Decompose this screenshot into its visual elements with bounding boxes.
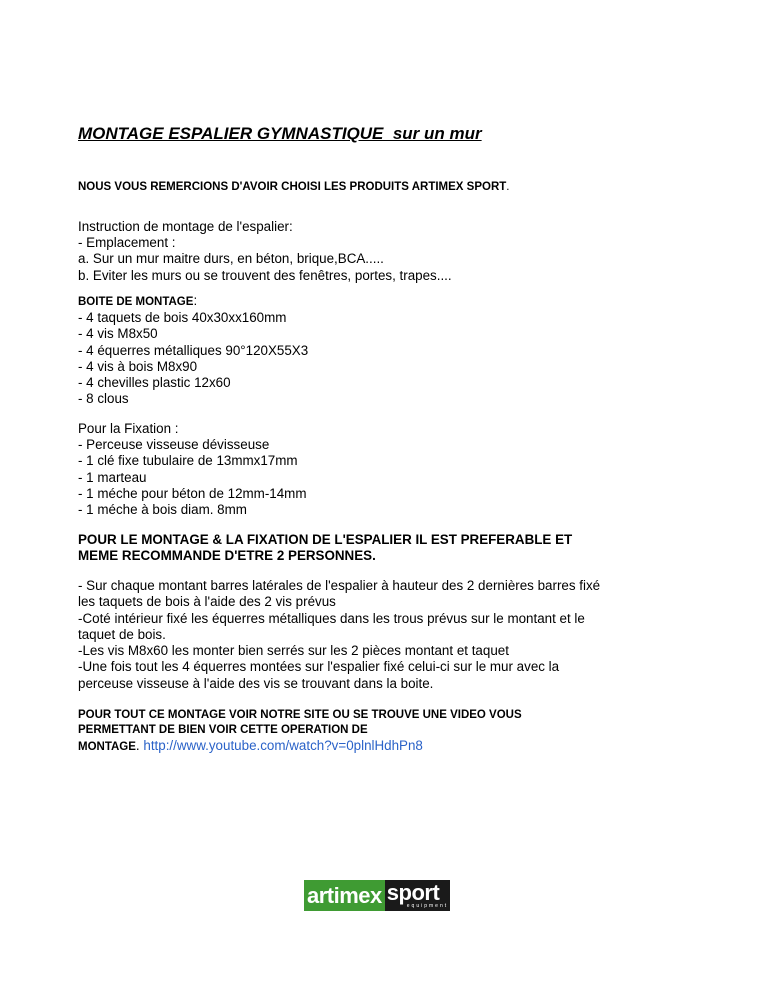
thanks-dot: . — [506, 181, 510, 193]
fixation-heading: Pour la Fixation : — [78, 421, 179, 436]
step-line: perceuse visseuse à l'aide des vis se trouvant dans la boite. — [78, 675, 434, 691]
video-notice-line: POUR TOUT CE MONTAGE VOIR NOTRE SITE OU SE TROUVE UNE VIDEO VOUS — [78, 709, 522, 721]
recommendation-line: MEME RECOMMANDE D'ETRE 2 PERSONNES. — [78, 548, 376, 564]
step-line: taquet de bois. — [78, 626, 166, 642]
intro-line: b. Eviter les murs ou se trouvent des fenêtres, portes, trapes.... — [78, 267, 452, 283]
montage-dot: . — [135, 738, 144, 753]
video-notice-last-line — [78, 738, 522, 755]
mounting-box-heading: BOITE DE MONTAGE — [78, 296, 194, 308]
mounting-box-item: - 4 vis à bois M8x90 — [78, 358, 198, 374]
mounting-box-item: - 4 équerres métalliques 90°120X55X3 — [78, 342, 309, 358]
fixation-item: - 1 méche à bois diam. 8mm — [78, 502, 247, 518]
recommendation-line: POUR LE MONTAGE & LA FIXATION DE L'ESPALIER IL EST PREFERABLE ET — [78, 532, 573, 547]
intro-block — [78, 219, 452, 284]
mounting-box-heading-line — [78, 293, 308, 310]
step-line: les taquets de bois à l'aide des 2 vis prévus — [78, 594, 336, 610]
youtube-video-link[interactable]: http://www.youtube.com/watch?v=0plnlHdhPn8 — [143, 738, 423, 753]
intro-line: Instruction de montage de l'espalier: — [78, 219, 293, 234]
mounting-box-item: - 4 taquets de bois 40x30xx160mm — [78, 310, 287, 326]
fixation-item: - 1 marteau — [78, 469, 147, 485]
fixation-item: - Perceuse visseuse dévisseuse — [78, 437, 270, 453]
video-notice-line: PERMETTANT DE BIEN VOIR CETTE OPERATION DE — [78, 724, 368, 736]
page-title: MONTAGE ESPALIER GYMNASTIQUE sur un mur — [78, 124, 482, 143]
artimex-sport-logo — [304, 880, 454, 911]
intro-line: - Emplacement : — [78, 235, 176, 251]
logo-equipment: equipment — [406, 903, 449, 909]
logo-artimex: artimex — [304, 880, 385, 911]
mounting-box-block — [78, 293, 308, 407]
step-line: - Sur chaque montant barres latérales de l'espalier à hauteur des 2 dernières barres fixé — [78, 578, 601, 593]
fixation-item: - 1 méche pour béton de 12mm-14mm — [78, 485, 307, 501]
intro-line: a. Sur un mur maitre durs, en béton, brique,BCA..... — [78, 251, 384, 267]
step-line: -Une fois tout les 4 équerres montées sur l'espalier fixé celui-ci sur le mur avec la — [78, 659, 560, 675]
fixation-item: - 1 clé fixe tubulaire de 13mmx17mm — [78, 453, 298, 469]
thanks-line — [78, 181, 509, 193]
thanks-text: NOUS VOUS REMERCIONS D'AVOIR CHOISI LES PRODUITS ARTIMEX SPORT — [78, 181, 507, 193]
step-line: -Les vis M8x60 les monter bien serrés sur les 2 pièces montant et taquet — [78, 643, 509, 659]
mounting-box-colon: : — [193, 293, 198, 308]
recommendation-notice — [78, 532, 572, 564]
mounting-box-item: - 8 clous — [78, 391, 129, 407]
montage-word: MONTAGE — [78, 741, 136, 753]
logo-sport-block — [385, 880, 450, 911]
steps-paragraph — [78, 578, 693, 692]
video-notice — [78, 708, 522, 755]
logo-sport: sport — [386, 880, 440, 905]
mounting-box-item: - 4 vis M8x50 — [78, 326, 158, 342]
mounting-box-item: - 4 chevilles plastic 12x60 — [78, 375, 231, 391]
step-line: -Coté intérieur fixé les équerres métalliques dans les trous prévus sur le montant et le — [78, 610, 585, 626]
fixation-block — [78, 421, 307, 518]
